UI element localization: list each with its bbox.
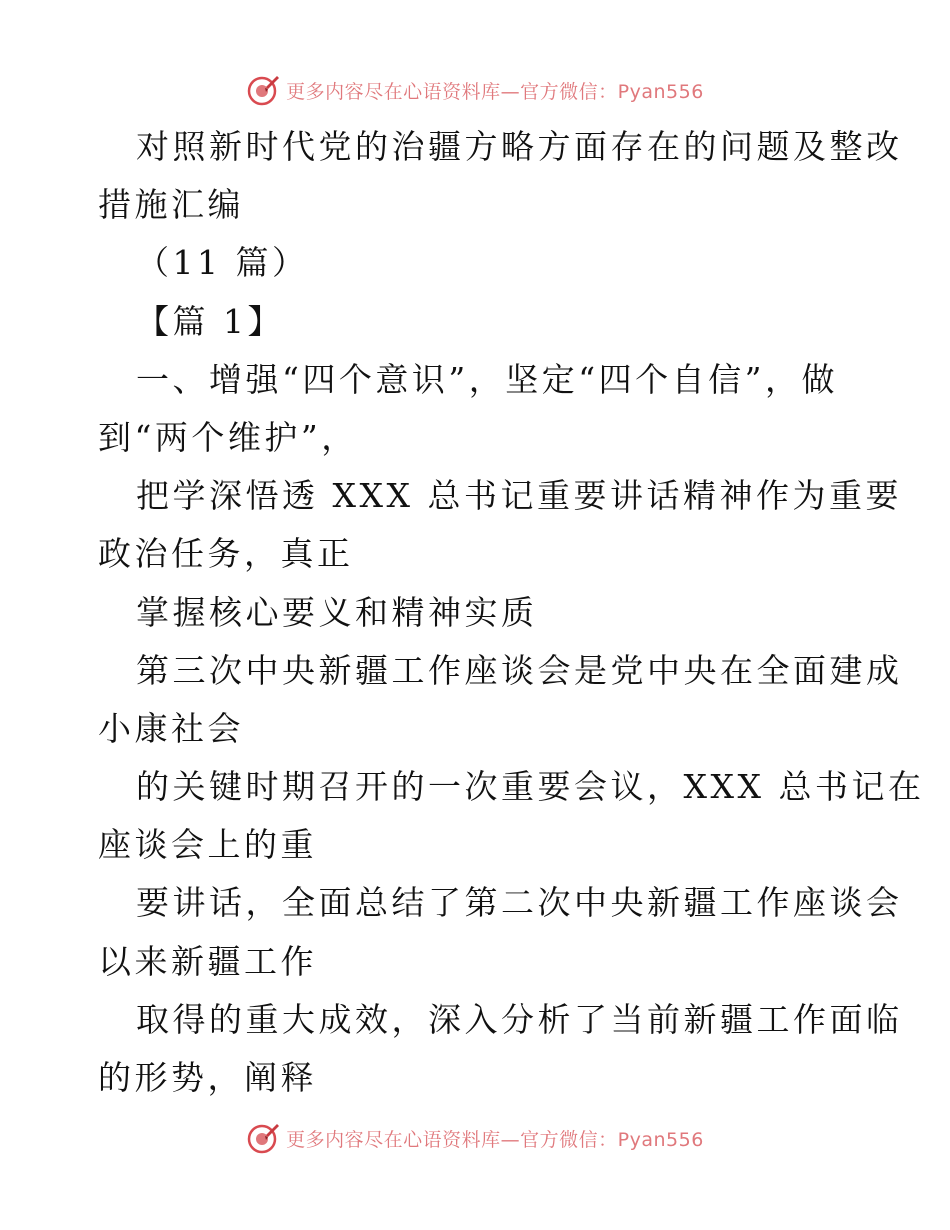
text-line: 以来新疆工作: [98, 941, 317, 981]
text-line: 措施汇编: [98, 185, 244, 225]
pen-logo-icon: [246, 1121, 280, 1155]
watermark-text: 更多内容尽在心语资料库—官方微信：Pyan556: [286, 80, 704, 103]
text-line: 到“两个维护”，: [98, 417, 358, 457]
watermark-text: 更多内容尽在心语资料库—官方微信：Pyan556: [286, 1128, 704, 1151]
text-line: 的形势，阐释: [98, 1058, 317, 1097]
text-line: 【篇 1】: [136, 301, 284, 341]
text-line: 座谈会上的重: [98, 825, 317, 865]
text-line: 掌握核心要义和精神实质: [136, 592, 538, 632]
text-line: （11 篇）: [136, 243, 309, 283]
text-line: 把学深悟透 XXX 总书记重要讲话精神作为重要: [136, 476, 902, 516]
text-line: 第三次中央新疆工作座谈会是党中央在全面建成: [136, 650, 903, 690]
text-line: 要讲话，全面总结了第二次中央新疆工作座谈会: [136, 883, 903, 923]
text-line: 取得的重大成效，深入分析了当前新疆工作面临: [136, 999, 903, 1039]
text-line: 政治任务，真正: [98, 534, 354, 574]
footer-watermark: [0, 1120, 950, 1156]
text-line: 对照新时代党的治疆方略方面存在的问题及整改: [136, 127, 903, 166]
pen-logo-icon: [246, 73, 280, 107]
text-line: 小康社会: [98, 708, 244, 748]
text-line: 的关键时期召开的一次重要会议，XXX 总书记在: [136, 767, 925, 807]
text-line: 一、增强“四个意识”，坚定“四个自信”，做: [136, 359, 838, 399]
header-watermark: [0, 72, 950, 108]
document-body: [98, 118, 925, 1107]
